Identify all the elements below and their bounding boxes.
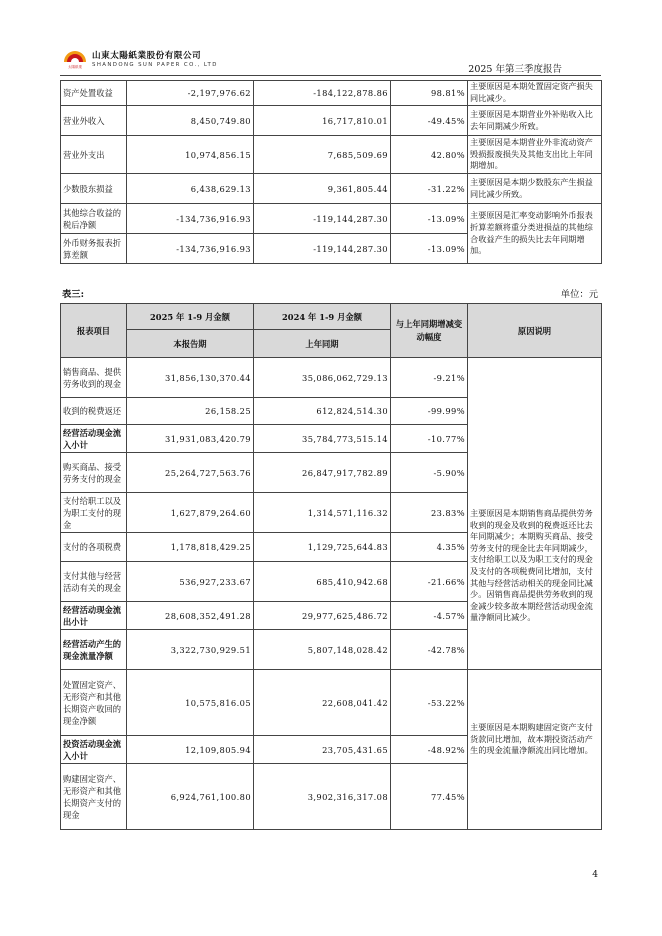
unit-label: 单位：元 — [560, 289, 598, 300]
current-value: 12,109,805.94 — [127, 736, 254, 764]
previous-value: 1,314,571,116.32 — [254, 493, 391, 533]
company-name-en: SHANDONG SUN PAPER CO., LTD — [92, 62, 218, 68]
header-change: 与上年同期增减变动幅度 — [391, 304, 468, 358]
current-value: 10,974,856.15 — [127, 136, 254, 174]
reason-operating: 主要原因是本期销售商品提供劳务收到的现金及收到的税费返还比去年同期减少；本期购买商品、接受劳务支付的现金比去年同期减少，支付给职工以及为职工支付的现金及支付的各项税费同比增加，支付其他与经营活动相关的现金同比减少。因销售商品提供劳务收到的现金减少较多故本期经营活动现金流量净额同比减少。 — [468, 358, 602, 670]
item-label: 处置固定资产、无形资产和其他长期资产收回的现金净额 — [61, 670, 127, 736]
previous-value: -184,122,878.86 — [254, 81, 391, 106]
previous-value: 29,977,625,486.72 — [254, 602, 391, 630]
header-current-sub: 本报告期 — [127, 330, 254, 358]
item-label: 收到的税费返还 — [61, 398, 127, 425]
item-label: 支付其他与经营活动有关的现金 — [61, 562, 127, 602]
table-row — [61, 670, 602, 736]
table-row — [61, 136, 602, 174]
item-label: 资产处置收益 — [61, 81, 127, 106]
current-value: 536,927,233.67 — [127, 562, 254, 602]
current-value: 1,178,818,429.25 — [127, 533, 254, 562]
item-label: 投资活动现金流入小计 — [61, 736, 127, 764]
sun-logo-icon — [62, 47, 88, 69]
item-label: 购买商品、接受劳务支付的现金 — [61, 453, 127, 493]
item-label: 营业外支出 — [61, 136, 127, 174]
item-label: 外币财务报表折算差额 — [61, 234, 127, 264]
previous-value: 5,807,148,028.42 — [254, 630, 391, 670]
header-previous-sub: 上年同期 — [254, 330, 391, 358]
previous-value: 26,847,917,782.89 — [254, 453, 391, 493]
reason-text: 主要原因是本期少数股东产生损益同比减少所致。 — [468, 174, 602, 204]
item-label: 经营活动产生的现金流量净额 — [61, 630, 127, 670]
item-label: 购建固定资产、无形资产和其他长期资产支付的现金 — [61, 764, 127, 830]
previous-value: -119,144,287.30 — [254, 204, 391, 234]
company-name-cn: 山東太陽紙業股份有限公司 — [92, 51, 202, 61]
previous-value: 16,717,810.01 — [254, 106, 391, 136]
current-value: 25,264,727,563.76 — [127, 453, 254, 493]
reason-text: 主要原因是本期处置固定资产损失同比减少。 — [468, 81, 602, 106]
page-number: 4 — [592, 870, 598, 880]
change-value: -13.09% — [391, 234, 468, 264]
item-label: 销售商品、提供劳务收到的现金 — [61, 358, 127, 398]
table-row — [61, 106, 602, 136]
change-value: -21.66% — [391, 562, 468, 602]
current-value: 8,450,749.80 — [127, 106, 254, 136]
change-value: -5.90% — [391, 453, 468, 493]
header-row — [61, 304, 602, 330]
header-reason: 原因说明 — [468, 304, 602, 358]
change-value: -9.21% — [391, 358, 468, 398]
change-value: 98.81% — [391, 81, 468, 106]
change-value: -13.09% — [391, 204, 468, 234]
change-value: -53.22% — [391, 670, 468, 736]
change-value: 23.83% — [391, 493, 468, 533]
cashflow-variance-table — [60, 303, 602, 830]
current-value: 31,931,083,420.79 — [127, 425, 254, 453]
item-label: 支付的各项税费 — [61, 533, 127, 562]
previous-value: 1,129,725,644.83 — [254, 533, 391, 562]
reason-investing: 主要原因是本期购建固定资产支付货款同比增加，故本期投资活动产生的现金流量净额流出同比增加。 — [468, 670, 602, 830]
header-current-period: 2025 年 1-9 月金额 — [127, 304, 254, 330]
previous-value: 685,410,942.68 — [254, 562, 391, 602]
previous-value: 7,685,509.69 — [254, 136, 391, 174]
current-value: 3,322,730,929.51 — [127, 630, 254, 670]
change-value: -49.45% — [391, 106, 468, 136]
current-value: 10,575,816.05 — [127, 670, 254, 736]
change-value: -31.22% — [391, 174, 468, 204]
change-value: 42.80% — [391, 136, 468, 174]
previous-value: 9,361,805.44 — [254, 174, 391, 204]
income-variance-table — [60, 80, 602, 264]
previous-value: 22,608,041.42 — [254, 670, 391, 736]
previous-value: 35,086,062,729.13 — [254, 358, 391, 398]
company-logo — [62, 47, 218, 69]
change-value: 4.35% — [391, 533, 468, 562]
table-row — [61, 81, 602, 106]
header-item: 报表项目 — [61, 304, 127, 358]
table-row — [61, 174, 602, 204]
table-row — [61, 358, 602, 398]
item-label: 其他综合收益的税后净额 — [61, 204, 127, 234]
previous-value: 612,824,514.30 — [254, 398, 391, 425]
change-value: -4.57% — [391, 602, 468, 630]
previous-value: 3,902,316,317.08 — [254, 764, 391, 830]
report-title: 2025 年第三季度报告 — [468, 64, 562, 75]
reason-text: 主要原因是本期营业外非流动资产毁损报废损失及其他支出比上年同期增加。 — [468, 136, 602, 174]
previous-value: 35,784,773,515.14 — [254, 425, 391, 453]
table-row — [61, 204, 602, 234]
current-value: 6,438,629.13 — [127, 174, 254, 204]
item-label: 支付给职工以及为职工支付的现金 — [61, 493, 127, 533]
previous-value: -119,144,287.30 — [254, 234, 391, 264]
item-label: 经营活动现金流出小计 — [61, 602, 127, 630]
change-value: -10.77% — [391, 425, 468, 453]
item-label: 营业外收入 — [61, 106, 127, 136]
change-value: -48.92% — [391, 736, 468, 764]
reason-text: 主要原因是本期营业外补贴收入比去年同期减少所致。 — [468, 106, 602, 136]
change-value: 77.45% — [391, 764, 468, 830]
previous-value: 23,705,431.65 — [254, 736, 391, 764]
item-label: 少数股东损益 — [61, 174, 127, 204]
table-caption: 表三: — [62, 289, 85, 300]
current-value: 31,856,130,370.44 — [127, 358, 254, 398]
change-value: -99.99% — [391, 398, 468, 425]
current-value: 28,608,352,491.28 — [127, 602, 254, 630]
header-divider — [60, 75, 601, 76]
current-value: 1,627,879,264.60 — [127, 493, 254, 533]
current-value: 26,158.25 — [127, 398, 254, 425]
current-value: -134,736,916.93 — [127, 204, 254, 234]
item-label: 经营活动现金流入小计 — [61, 425, 127, 453]
header-previous-period: 2024 年 1-9 月金额 — [254, 304, 391, 330]
current-value: -2,197,976.62 — [127, 81, 254, 106]
reason-text: 主要原因是汇率变动影响外币报表折算差额将重分类进损益的其他综合收益产生的损失比去年同期增加。 — [468, 204, 602, 264]
current-value: -134,736,916.93 — [127, 234, 254, 264]
change-value: -42.78% — [391, 630, 468, 670]
logo-sub-text: 太陽紙業 — [68, 65, 82, 69]
current-value: 6,924,761,100.80 — [127, 764, 254, 830]
